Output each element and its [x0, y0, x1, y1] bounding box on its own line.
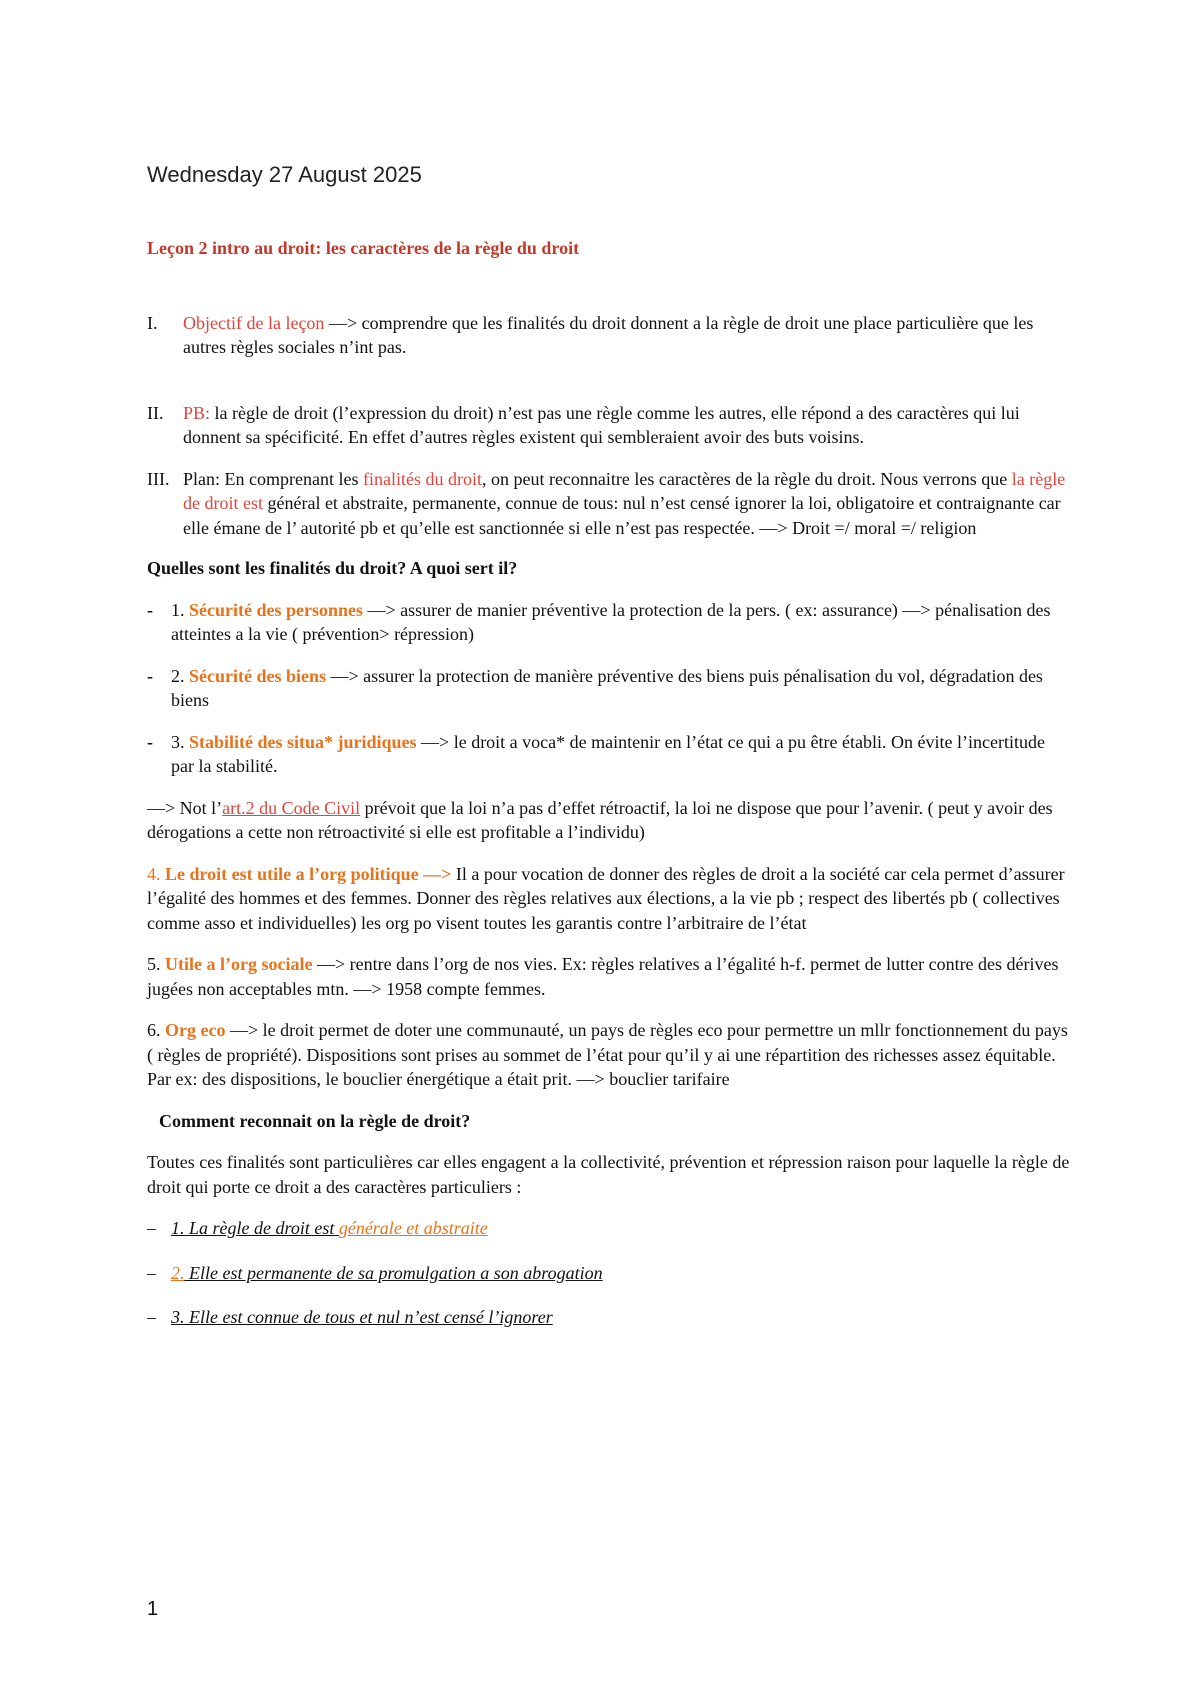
- paragraph-org-eco: [147, 1018, 1072, 1092]
- section-number: I.: [147, 312, 158, 333]
- section-pb: [147, 401, 1072, 450]
- item-text: 1. La règle de droit est: [171, 1218, 339, 1238]
- item-label: générale et abstraite: [338, 1218, 488, 1238]
- lesson-title: Leçon 2 intro au droit: les caractères de la règle du droit: [147, 238, 580, 258]
- caractere-item: [147, 1305, 1072, 1330]
- page-number: 1: [147, 1598, 159, 1620]
- heading-reconnaitre: Comment reconnait on la règle de droit?: [159, 1110, 471, 1131]
- bullet-dash: -: [147, 665, 153, 686]
- item-text: Il a pour vocation de donner des règles de droit a la société car cela permet d’assurer l’égalité des hommes et des femmes. Donner des règles relatives aux élections, a la vie pb ; respect des libertés pb ( collectives comme asso et individuelles) les org po visent toutes les garantis contre l’arbitraire de l’état: [147, 863, 1065, 933]
- bullet-dash: -: [147, 731, 153, 752]
- item-label: Org eco: [165, 1020, 226, 1040]
- item-number: 6.: [147, 1020, 165, 1040]
- section-label: finalités du droit: [362, 468, 482, 489]
- paragraph-org-politique: [147, 862, 1072, 936]
- code-civil-link[interactable]: art.2 du Code Civil: [222, 797, 361, 818]
- item-text: Elle est permanente de sa promulgation a son abrogation: [184, 1262, 603, 1283]
- note-code-civil: [147, 796, 1072, 845]
- finalite-item: [147, 664, 1072, 713]
- document-body: [147, 236, 1072, 1330]
- item-text: —> assurer la protection de manière préventive des biens puis pénalisation du vol, dégradation des biens: [171, 665, 1043, 710]
- bullet-dash: -: [147, 599, 153, 620]
- section-text: Plan: En comprenant les: [183, 468, 363, 489]
- section-objectif: [147, 311, 1072, 360]
- item-label: Sécurité des personnes: [189, 599, 363, 620]
- item-number: 1.: [171, 599, 189, 620]
- section-text: —> comprendre que les finalités du droit donnent a la règle de droit une place particulière que les autres règles sociales n’int pas.: [183, 312, 1034, 357]
- item-text: —> assurer de manier préventive la protection de la pers. ( ex: assurance) —> pénalisation des atteintes a la vie ( prévention> répression): [171, 599, 1051, 644]
- item-text: 3. Elle est connue de tous et nul n’est censé l’ignorer: [171, 1307, 553, 1327]
- bullet-dash: –: [147, 1262, 156, 1283]
- intro-sections: [147, 311, 1072, 541]
- section-text: , on peut reconnaitre les caractères de la règle du droit. Nous verrons que: [481, 468, 1012, 489]
- note-text: prévoit que la loi n’a pas d’effet rétroactif, la loi ne dispose que pour l’avenir. ( peut y avoir des dérogations a cette non rétroactivité si elle est profitable a l’individu): [147, 797, 1053, 842]
- item-label: Le droit est utile a l’org politique —>: [165, 863, 452, 884]
- section-text: la règle de droit (l’expression du droit) n’est pas une règle comme les autres, elle répond a des caractères qui lui donnent sa spécificité. En effet d’autres règles existent qui sembleraient avoir des buts voisins.: [183, 402, 1020, 447]
- section-number: III.: [147, 468, 170, 489]
- caractere-item: [147, 1261, 1072, 1286]
- bullet-dash: –: [147, 1218, 156, 1238]
- section-label: Objectif de la leçon: [183, 312, 325, 333]
- item-label: Stabilité des situa* juridiques: [189, 731, 417, 752]
- paragraph-org-sociale: [147, 952, 1072, 1001]
- item-label: Utile a l’org sociale: [165, 954, 313, 974]
- document-date: Wednesday 27 August 2025: [147, 162, 422, 187]
- section-label: PB:: [183, 402, 211, 423]
- item-number: 3.: [171, 731, 189, 752]
- caractere-item: [147, 1216, 1072, 1241]
- item-number: 2.: [171, 1262, 185, 1283]
- finalites-list: [147, 598, 1072, 779]
- finalite-item: [147, 730, 1072, 779]
- section-plan: [147, 467, 1072, 541]
- section-number: II.: [147, 402, 164, 423]
- heading-finalites: Quelles sont les finalités du droit? A quoi sert il?: [147, 558, 518, 578]
- finalite-item: [147, 598, 1072, 647]
- item-number: 5.: [147, 954, 165, 974]
- item-number: 4.: [147, 863, 165, 884]
- note-text: —> Not l’: [147, 797, 223, 818]
- item-label: Sécurité des biens: [189, 665, 326, 686]
- item-text: —> le droit a voca* de maintenir en l’état ce qui a pu être établi. On évite l’incertitude par la stabilité.: [171, 731, 1045, 776]
- paragraph-intro-caracteres: Toutes ces finalités sont particulières car elles engagent a la collectivité, prévention et répression raison pour laquelle la règle de droit qui porte ce droit a des caractères particuliers :: [147, 1152, 1070, 1197]
- section-label: la règle de droit est: [183, 468, 1066, 513]
- caracteres-list: [147, 1216, 1072, 1330]
- bullet-dash: –: [147, 1307, 156, 1327]
- item-number: 2.: [171, 665, 189, 686]
- item-text: —> le droit permet de doter une communauté, un pays de règles eco pour permettre un mllr fonctionnement du pays ( règles de propriété). Dispositions sont prises au sommet de l’état pour qu’il y ai une répartition des richesses assez équitable. Par ex: des dispositions, le bouclier énergétique a était prit. —> bouclier tarifaire: [147, 1020, 1068, 1089]
- item-text: —> rentre dans l’org de nos vies. Ex: règles relatives a l’égalité h-f. permet de lutter contre des dérives jugées non acceptables mtn. —> 1958 compte femmes.: [147, 954, 1059, 999]
- section-text: général et abstraite, permanente, connue de tous: nul n’est censé ignorer la loi, obligatoire et contraignante car elle émane de l’ autorité pb et qu’elle est sanctionnée si elle n’est pas respectée. —> Droit =/ moral =/ religion: [183, 493, 1061, 538]
